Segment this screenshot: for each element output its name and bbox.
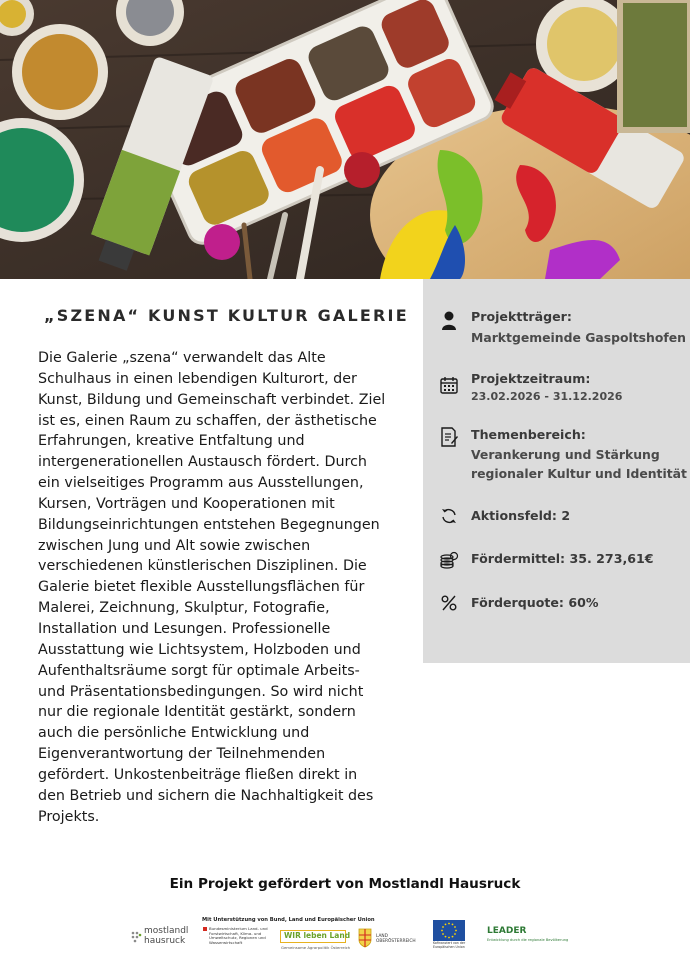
- ministry-logo: [203, 927, 275, 955]
- eu-flag-icon: [433, 920, 465, 941]
- ooe-crest-icon: [358, 928, 372, 948]
- page-title: „SZENA“ KUNST KULTUR GALERIE: [44, 306, 409, 325]
- aktionsfeld-text: Aktionsfeld: 2: [471, 508, 571, 523]
- leader-logo: [487, 926, 587, 946]
- traeger-value: Marktgemeinde Gaspoltshofen: [471, 330, 686, 345]
- traeger-label: Projektträger:: [471, 309, 572, 324]
- support-line: Mit Unterstützung von Bund, Land und Europäischer Union: [202, 917, 375, 923]
- calendar-icon: [439, 375, 459, 395]
- land-ooe-line1: LAND: [376, 934, 388, 939]
- land-ooe-logo: [356, 926, 426, 952]
- eu-logo: [433, 920, 475, 954]
- thema-value-line1: Verankerung und Stärkung: [471, 447, 660, 462]
- thema-label: Themenbereich:: [471, 427, 586, 442]
- wir-leben-land-logo: [280, 930, 351, 956]
- art-supplies-illustration: [0, 0, 690, 279]
- funded-by-line: Ein Projekt gefördert von Mostlandl Hausruck: [169, 876, 521, 892]
- land-ooe-line2: OBERÖSTERREICH: [376, 939, 416, 945]
- wir-leben-land-text: WIR leben Land: [280, 930, 346, 943]
- austria-flag-icon: [203, 927, 207, 931]
- refresh-icon: [439, 506, 459, 526]
- thema-value-line2: regionaler Kultur und Identität: [471, 466, 687, 481]
- mostlandl-mark-icon: [130, 930, 142, 944]
- document-edit-icon: [439, 427, 459, 447]
- leader-text: LEADER: [487, 926, 527, 936]
- wir-sub-text: Gemeinsame Agrarpolitik Österreich: [281, 945, 351, 950]
- mostlandl-text-1: mostlandl: [144, 926, 189, 936]
- project-description: Die Galerie „szena“ verwandelt das Alte Schulhaus in einen lebendigen Kulturort, der Kunst, Bildung und Gemeinschaft verbindet. Ziel ist es, einen Raum zu schaffen, der ästhetische Erfahrungen, kreative Entfaltung und intergenerationellen Austausch fördert. Durch ein vielseitiges Programm aus Ausstellungen, Kursen, Vorträgen und Kooperationen mit Bildungseinrichtungen entstehen Begegnungen zwischen Jung und Alt sowie zwischen verschiedenen künstlerischen Disziplinen. Die Galerie bietet flexible Ausstellungsflächen für Malerei, Zeichnung, Skulptur, Fotografie, Installation und Lesungen. Professionelle Ausstattung wie Lichtsystem, Holzboden und Aufenthaltsräume sorgt für optimale Arbeits- und Präsentationsbedingungen. So wird nicht nur die regionale Identität gestärkt, sondern auch die persönliche Entwicklung und Eigenverantwortung der Teilnehmenden gefördert. Unkostenbeiträge fließen direkt in den Betrieb und sichern die Nachhaltigkeit des Projekts.: [38, 350, 386, 825]
- eu-text: Kofinanziert von der Europäischen Union: [433, 941, 466, 949]
- mostlandl-text-2: hausruck: [144, 936, 186, 946]
- leader-sub-text: Entwicklung durch die regionale Bevölkerung: [487, 938, 569, 942]
- person-icon: [439, 311, 459, 331]
- foerderquote-text: Förderquote: 60%: [471, 595, 599, 610]
- zeitraum-label: Projektzeitraum:: [471, 371, 591, 386]
- ministry-text: Bundesministerium Land- und Forstwirtschaft, Klima- und Umweltschutz, Regionen und Wasserwirtschaft: [209, 926, 268, 946]
- foerdermittel-text: Fördermittel: 35. 273,61€: [471, 551, 654, 566]
- coins-icon: [439, 551, 459, 571]
- percent-icon: [439, 593, 459, 613]
- project-info-panel: [423, 279, 690, 663]
- mostlandl-hausruck-logo: [130, 926, 190, 948]
- zeitraum-value: 23.02.2026 - 31.12.2026: [471, 390, 623, 403]
- land-ooe-text: [376, 934, 416, 944]
- hero-image: [0, 0, 690, 279]
